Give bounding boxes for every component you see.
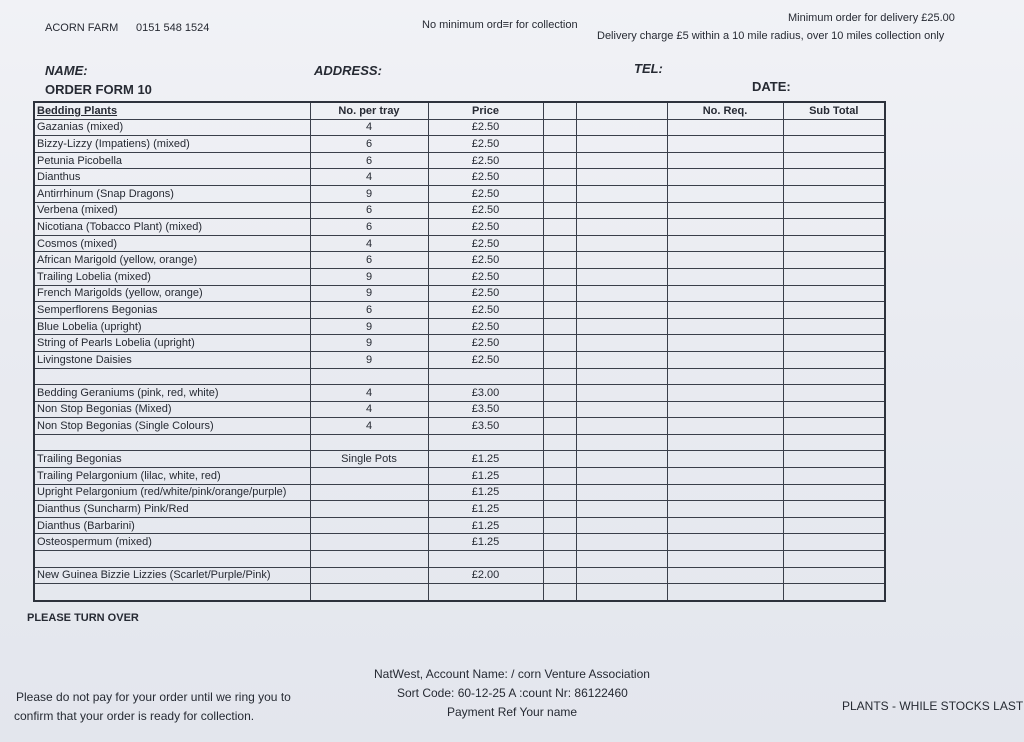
spacer-cell <box>576 136 667 153</box>
bank-details-line1: NatWest, Account Name: / corn Venture Association <box>374 667 650 681</box>
blank-cell <box>543 285 576 302</box>
plant-name-cell: Dianthus <box>34 169 310 186</box>
subtotal-cell <box>783 335 885 352</box>
blank-cell <box>543 534 576 551</box>
no-req-cell <box>667 385 783 402</box>
per-tray-cell: 6 <box>310 219 428 236</box>
spacer-cell <box>576 418 667 435</box>
date-label: DATE: <box>752 79 791 94</box>
price-cell: £2.50 <box>428 152 543 169</box>
subtotal-cell <box>783 551 885 568</box>
no-req-cell <box>667 501 783 518</box>
subtotal-cell <box>783 418 885 435</box>
subtotal-cell <box>783 268 885 285</box>
per-tray-cell <box>310 484 428 501</box>
per-tray-cell: 9 <box>310 185 428 202</box>
blank-cell <box>543 385 576 402</box>
delivery-charge: Delivery charge £5 within a 10 mile radius, over 10 miles collection only <box>597 30 945 42</box>
per-tray-cell <box>310 517 428 534</box>
blank-cell <box>543 351 576 368</box>
table-row <box>34 401 885 418</box>
no-req-cell <box>667 484 783 501</box>
subtotal-cell <box>783 484 885 501</box>
price-cell <box>428 368 543 385</box>
subtotal-cell <box>783 567 885 584</box>
subtotal-cell <box>783 219 885 236</box>
subtotal-cell <box>783 202 885 219</box>
subtotal-cell <box>783 501 885 518</box>
no-req-cell <box>667 418 783 435</box>
plant-name-cell: Non Stop Begonias (Single Colours) <box>34 418 310 435</box>
spacer-cell <box>576 584 667 601</box>
plant-name-cell: African Marigold (yellow, orange) <box>34 252 310 269</box>
per-tray-cell <box>310 584 428 601</box>
table-row <box>34 202 885 219</box>
col-blank <box>543 102 576 119</box>
price-cell: £2.50 <box>428 202 543 219</box>
per-tray-cell: 9 <box>310 351 428 368</box>
spacer-cell <box>576 268 667 285</box>
table-row <box>34 418 885 435</box>
per-tray-cell: 9 <box>310 318 428 335</box>
address-label: ADDRESS: <box>314 63 382 78</box>
plant-name-cell: Verbena (mixed) <box>34 202 310 219</box>
col-bedding-plants: Bedding Plants <box>34 102 310 119</box>
blank-cell <box>543 501 576 518</box>
spacer-cell <box>576 351 667 368</box>
per-tray-cell <box>310 551 428 568</box>
plant-name-cell: Petunia Picobella <box>34 152 310 169</box>
subtotal-cell <box>783 517 885 534</box>
plant-name-cell: Trailing Pelargonium (lilac, white, red) <box>34 468 310 485</box>
blank-cell <box>543 551 576 568</box>
col-subtotal: Sub Total <box>783 102 885 119</box>
plant-name-cell: Bedding Geraniums (pink, red, white) <box>34 385 310 402</box>
plant-name-cell: Trailing Lobelia (mixed) <box>34 268 310 285</box>
price-cell <box>428 551 543 568</box>
subtotal-cell <box>783 434 885 451</box>
per-tray-cell: 6 <box>310 302 428 319</box>
price-cell: £2.50 <box>428 268 543 285</box>
per-tray-cell: 4 <box>310 169 428 186</box>
blank-cell <box>543 434 576 451</box>
plant-name-cell: Bizzy-Lizzy (Impatiens) (mixed) <box>34 136 310 153</box>
price-cell <box>428 584 543 601</box>
spacer-cell <box>576 302 667 319</box>
no-req-cell <box>667 202 783 219</box>
delivery-minimum: Minimum order for delivery £25.00 <box>788 12 955 24</box>
spacer-cell <box>576 551 667 568</box>
per-tray-cell <box>310 567 428 584</box>
table-row <box>34 551 885 568</box>
stock-note: PLANTS - WHILE STOCKS LAST <box>842 699 1024 713</box>
per-tray-cell: 4 <box>310 418 428 435</box>
price-cell: £2.50 <box>428 185 543 202</box>
price-cell: £3.50 <box>428 401 543 418</box>
bank-details-line2: Sort Code: 60-12-25 A :count Nr: 86122460 <box>397 686 628 700</box>
plant-name-cell <box>34 368 310 385</box>
plant-name-cell: Gazanias (mixed) <box>34 119 310 136</box>
no-req-cell <box>667 401 783 418</box>
table-row <box>34 235 885 252</box>
blank-cell <box>543 302 576 319</box>
blank-cell <box>543 136 576 153</box>
per-tray-cell <box>310 468 428 485</box>
spacer-cell <box>576 285 667 302</box>
blank-cell <box>543 202 576 219</box>
blank-cell <box>543 567 576 584</box>
plant-name-cell: Dianthus (Suncharm) Pink/Red <box>34 501 310 518</box>
order-table <box>33 101 886 602</box>
turn-over-note: PLEASE TURN OVER <box>27 612 139 624</box>
no-req-cell <box>667 368 783 385</box>
spacer-cell <box>576 169 667 186</box>
blank-cell <box>543 119 576 136</box>
no-req-cell <box>667 567 783 584</box>
no-req-cell <box>667 185 783 202</box>
subtotal-cell <box>783 302 885 319</box>
plant-name-cell: Upright Pelargonium (red/white/pink/orange/purple) <box>34 484 310 501</box>
subtotal-cell <box>783 252 885 269</box>
no-req-cell <box>667 534 783 551</box>
spacer-cell <box>576 451 667 468</box>
price-cell: £1.25 <box>428 501 543 518</box>
subtotal-cell <box>783 385 885 402</box>
no-req-cell <box>667 434 783 451</box>
blank-cell <box>543 517 576 534</box>
spacer-cell <box>576 368 667 385</box>
blank-cell <box>543 484 576 501</box>
spacer-cell <box>576 567 667 584</box>
plant-name-cell: Nicotiana (Tobacco Plant) (mixed) <box>34 219 310 236</box>
plant-name-cell <box>34 551 310 568</box>
subtotal-cell <box>783 152 885 169</box>
blank-cell <box>543 235 576 252</box>
blank-cell <box>543 418 576 435</box>
price-cell: £2.50 <box>428 136 543 153</box>
spacer-cell <box>576 235 667 252</box>
spacer-cell <box>576 385 667 402</box>
table-row <box>34 567 885 584</box>
no-req-cell <box>667 584 783 601</box>
payment-note-line1: Please do not pay for your order until we ring you to <box>16 690 291 704</box>
plant-name-cell: Trailing Begonias <box>34 451 310 468</box>
table-row <box>34 169 885 186</box>
table-row <box>34 468 885 485</box>
table-row <box>34 285 885 302</box>
table-row <box>34 351 885 368</box>
no-req-cell <box>667 252 783 269</box>
price-cell: £2.50 <box>428 169 543 186</box>
no-req-cell <box>667 517 783 534</box>
form-title: ORDER FORM 10 <box>45 82 152 97</box>
price-cell: £2.50 <box>428 235 543 252</box>
no-req-cell <box>667 335 783 352</box>
price-cell: £1.25 <box>428 534 543 551</box>
price-cell: £1.25 <box>428 484 543 501</box>
table-row <box>34 451 885 468</box>
no-req-cell <box>667 219 783 236</box>
per-tray-cell: 6 <box>310 136 428 153</box>
price-cell: £2.50 <box>428 285 543 302</box>
subtotal-cell <box>783 451 885 468</box>
col-price: Price <box>428 102 543 119</box>
plant-name-cell: New Guinea Bizzie Lizzies (Scarlet/Purple/Pink) <box>34 567 310 584</box>
per-tray-cell: Single Pots <box>310 451 428 468</box>
per-tray-cell: 9 <box>310 268 428 285</box>
spacer-cell <box>576 484 667 501</box>
price-cell: £2.50 <box>428 302 543 319</box>
per-tray-cell: 6 <box>310 252 428 269</box>
no-req-cell <box>667 268 783 285</box>
spacer-cell <box>576 517 667 534</box>
price-cell: £2.50 <box>428 219 543 236</box>
blank-cell <box>543 268 576 285</box>
spacer-cell <box>576 434 667 451</box>
payment-note-line2: confirm that your order is ready for collection. <box>14 709 255 723</box>
blank-cell <box>543 219 576 236</box>
per-tray-cell: 9 <box>310 285 428 302</box>
table-row <box>34 335 885 352</box>
plant-name-cell: Non Stop Begonias (Mixed) <box>34 401 310 418</box>
plant-name-cell <box>34 584 310 601</box>
no-req-cell <box>667 551 783 568</box>
subtotal-cell <box>783 169 885 186</box>
farm-name: ACORN FARM <box>45 22 119 34</box>
table-row <box>34 302 885 319</box>
plant-name-cell: Livingstone Daisies <box>34 351 310 368</box>
per-tray-cell: 4 <box>310 235 428 252</box>
table-row <box>34 268 885 285</box>
plant-name-cell: Blue Lobelia (upright) <box>34 318 310 335</box>
blank-cell <box>543 169 576 186</box>
table-row <box>34 501 885 518</box>
plant-name-cell: French Marigolds (yellow, orange) <box>34 285 310 302</box>
plant-name-cell: Antirrhinum (Snap Dragons) <box>34 185 310 202</box>
payment-reference: Payment Ref Your name <box>447 705 578 719</box>
price-cell: £2.50 <box>428 119 543 136</box>
plant-name-cell: Cosmos (mixed) <box>34 235 310 252</box>
subtotal-cell <box>783 401 885 418</box>
price-cell: £2.00 <box>428 567 543 584</box>
farm-phone: 0151 548 1524 <box>136 22 210 34</box>
spacer-cell <box>576 152 667 169</box>
no-req-cell <box>667 235 783 252</box>
table-row <box>34 252 885 269</box>
blank-cell <box>543 451 576 468</box>
blank-cell <box>543 368 576 385</box>
table-row <box>34 185 885 202</box>
per-tray-cell <box>310 368 428 385</box>
no-req-cell <box>667 302 783 319</box>
price-cell: £3.00 <box>428 385 543 402</box>
price-cell: £1.25 <box>428 468 543 485</box>
per-tray-cell <box>310 534 428 551</box>
plant-name-cell <box>34 434 310 451</box>
per-tray-cell: 6 <box>310 152 428 169</box>
table-row <box>34 219 885 236</box>
subtotal-cell <box>783 185 885 202</box>
no-req-cell <box>667 285 783 302</box>
table-row <box>34 119 885 136</box>
blank-cell <box>543 185 576 202</box>
price-cell: £3.50 <box>428 418 543 435</box>
spacer-cell <box>576 202 667 219</box>
price-cell: £1.25 <box>428 451 543 468</box>
table-row <box>34 434 885 451</box>
subtotal-cell <box>783 136 885 153</box>
spacer-cell <box>576 501 667 518</box>
subtotal-cell <box>783 235 885 252</box>
subtotal-cell <box>783 584 885 601</box>
subtotal-cell <box>783 468 885 485</box>
subtotal-cell <box>783 368 885 385</box>
spacer-cell <box>576 534 667 551</box>
subtotal-cell <box>783 285 885 302</box>
subtotal-cell <box>783 119 885 136</box>
tel-label: TEL: <box>634 61 663 76</box>
spacer-cell <box>576 185 667 202</box>
price-cell: £1.25 <box>428 517 543 534</box>
no-req-cell <box>667 318 783 335</box>
plant-name-cell: Semperflorens Begonias <box>34 302 310 319</box>
blank-cell <box>543 152 576 169</box>
no-req-cell <box>667 152 783 169</box>
name-label: NAME: <box>45 63 88 78</box>
collection-note: No minimum ord≡r for collection <box>422 19 578 31</box>
per-tray-cell: 6 <box>310 202 428 219</box>
plant-name-cell: String of Pearls Lobelia (upright) <box>34 335 310 352</box>
price-cell: £2.50 <box>428 318 543 335</box>
spacer-cell <box>576 401 667 418</box>
per-tray-cell: 4 <box>310 401 428 418</box>
table-header-row <box>34 102 885 119</box>
table-row <box>34 385 885 402</box>
per-tray-cell <box>310 434 428 451</box>
col-no-req: No. Req. <box>667 102 783 119</box>
no-req-cell <box>667 119 783 136</box>
price-cell: £2.50 <box>428 252 543 269</box>
spacer-cell <box>576 468 667 485</box>
price-cell: £2.50 <box>428 351 543 368</box>
per-tray-cell: 4 <box>310 385 428 402</box>
subtotal-cell <box>783 351 885 368</box>
table-row <box>34 152 885 169</box>
price-cell <box>428 434 543 451</box>
plant-name-cell: Dianthus (Barbarini) <box>34 517 310 534</box>
col-spacer <box>576 102 667 119</box>
per-tray-cell <box>310 501 428 518</box>
subtotal-cell <box>783 534 885 551</box>
spacer-cell <box>576 252 667 269</box>
no-req-cell <box>667 351 783 368</box>
spacer-cell <box>576 335 667 352</box>
blank-cell <box>543 252 576 269</box>
per-tray-cell: 9 <box>310 335 428 352</box>
col-per-tray: No. per tray <box>310 102 428 119</box>
subtotal-cell <box>783 318 885 335</box>
table-row <box>34 368 885 385</box>
table-row <box>34 484 885 501</box>
table-row <box>34 517 885 534</box>
spacer-cell <box>576 219 667 236</box>
spacer-cell <box>576 318 667 335</box>
price-cell: £2.50 <box>428 335 543 352</box>
no-req-cell <box>667 451 783 468</box>
no-req-cell <box>667 136 783 153</box>
blank-cell <box>543 335 576 352</box>
blank-cell <box>543 318 576 335</box>
no-req-cell <box>667 169 783 186</box>
per-tray-cell: 4 <box>310 119 428 136</box>
table-row <box>34 318 885 335</box>
table-row <box>34 534 885 551</box>
spacer-cell <box>576 119 667 136</box>
blank-cell <box>543 584 576 601</box>
table-row <box>34 584 885 601</box>
table-row <box>34 136 885 153</box>
plant-name-cell: Osteospermum (mixed) <box>34 534 310 551</box>
blank-cell <box>543 401 576 418</box>
no-req-cell <box>667 468 783 485</box>
blank-cell <box>543 468 576 485</box>
